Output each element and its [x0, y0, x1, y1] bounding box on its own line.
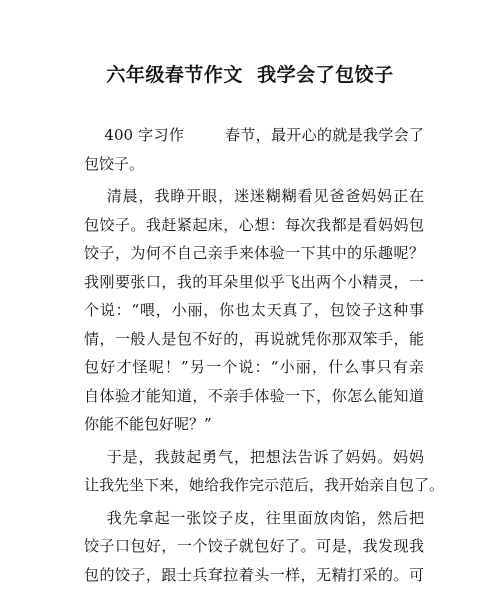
text-line: 让我先坐下来，她给我作完示范后，我开始亲自包了。	[84, 471, 424, 500]
text-line: 包饺子。	[84, 150, 424, 179]
paragraph	[84, 443, 424, 500]
text-line: 包饺子。我赶紧起床，心想：每次我都是看妈妈包	[84, 211, 424, 240]
text-line: 包的饺子，跟士兵耷拉着头一样，无精打采的。可	[84, 561, 424, 589]
text-line: 于是，我鼓起勇气，把想法告诉了妈妈。妈妈	[84, 443, 424, 472]
text-line: 包好才怪呢！”另一个说：“小丽，什么事只有亲	[84, 353, 424, 382]
text-line: 饺子，为何不自己亲手来体验一下其中的乐趣呢？	[84, 239, 424, 268]
text-line: 饺子口包好，一个饺子就包好了。可是，我发现我	[84, 532, 424, 561]
paragraph	[84, 121, 424, 178]
text-line: 400 字习作 春节，最开心的就是我学会了	[84, 121, 424, 150]
paragraph	[84, 504, 424, 589]
text-line: 个说：“喂，小丽，你也太天真了，包饺子这种事	[84, 296, 424, 325]
text-line: 自体验才能知道，不亲手体验一下，你怎么能知道	[84, 382, 424, 411]
essay-body	[84, 121, 424, 589]
text-line: 情，一般人是包不好的，再说就凭你那双笨手，能	[84, 325, 424, 354]
text-line: 我先拿起一张饺子皮，往里面放肉馅，然后把	[84, 504, 424, 533]
text-line: 清晨，我睁开眼，迷迷糊糊看见爸爸妈妈正在	[84, 182, 424, 211]
text-line: 你能不能包好呢？”	[84, 410, 424, 439]
essay-title: 六年级春节作文 我学会了包饺子	[0, 62, 500, 88]
text-line: 我刚要张口，我的耳朵里似乎飞出两个小精灵，一	[84, 268, 424, 297]
paragraph	[84, 182, 424, 439]
